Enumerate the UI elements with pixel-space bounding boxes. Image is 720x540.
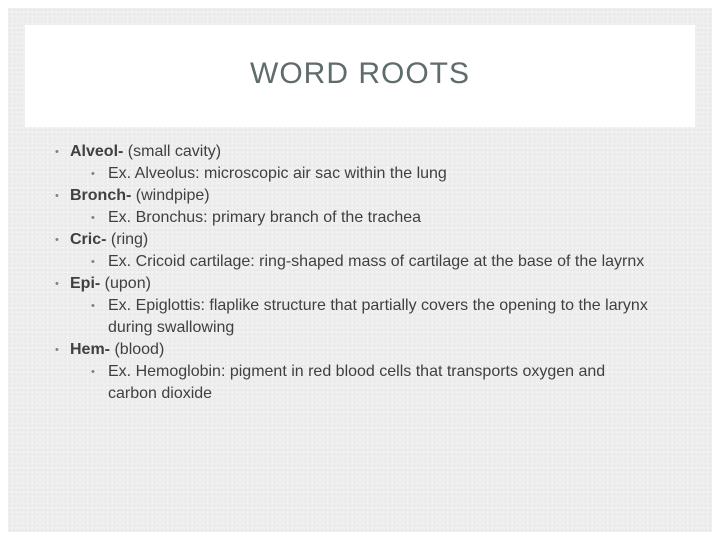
word-root-item (54, 185, 674, 229)
example-list (70, 163, 674, 185)
example-text: Ex. Epiglottis: flaplike structure that partially covers the opening to the larynx during swallowing (108, 297, 648, 336)
example-item (70, 251, 674, 273)
root-meaning: (small cavity) (127, 143, 222, 160)
example-item (70, 207, 674, 229)
example-text: Ex. Alveolus: microscopic air sac within the lung (108, 165, 447, 182)
root-term: Alveol- (70, 143, 124, 160)
bullet-icon: • (91, 366, 95, 378)
bullet-icon: • (55, 146, 59, 158)
slide-content (54, 141, 674, 405)
root-term: Epi- (70, 275, 101, 292)
root-meaning: (ring) (110, 231, 149, 248)
bullet-icon: • (55, 190, 59, 202)
example-list (70, 361, 674, 405)
word-root-list (54, 141, 674, 405)
example-text: Ex. Bronchus: primary branch of the trachea (108, 209, 422, 226)
word-root-item (54, 229, 674, 273)
root-term: Cric- (70, 231, 107, 248)
bullet-icon: • (55, 344, 59, 356)
example-text: Ex. Cricoid cartilage: ring-shaped mass of cartilage at the base of the layrnx (108, 253, 645, 270)
example-item (70, 163, 674, 185)
bullet-icon: • (91, 300, 95, 312)
example-item (70, 295, 674, 339)
bullet-icon: • (91, 256, 95, 268)
example-text: Ex. Hemoglobin: pigment in red blood cells that transports oxygen and carbon dioxide (108, 363, 606, 402)
bullet-icon: • (91, 212, 95, 224)
title-box (25, 25, 695, 127)
example-list (70, 251, 674, 273)
root-term: Hem- (70, 341, 111, 358)
bullet-icon: • (55, 234, 59, 246)
example-list (70, 295, 674, 339)
root-meaning: (blood) (114, 341, 165, 358)
example-item (70, 361, 674, 405)
root-meaning: (upon) (104, 275, 151, 292)
slide-title: WORD ROOTS (250, 57, 470, 90)
bullet-icon: • (55, 278, 59, 290)
bullet-icon: • (91, 168, 95, 180)
word-root-item (54, 339, 674, 405)
word-root-item (54, 141, 674, 185)
slide (8, 8, 712, 532)
root-term: Bronch- (70, 187, 132, 204)
example-list (70, 207, 674, 229)
root-meaning: (windpipe) (135, 187, 210, 204)
word-root-item (54, 273, 674, 339)
